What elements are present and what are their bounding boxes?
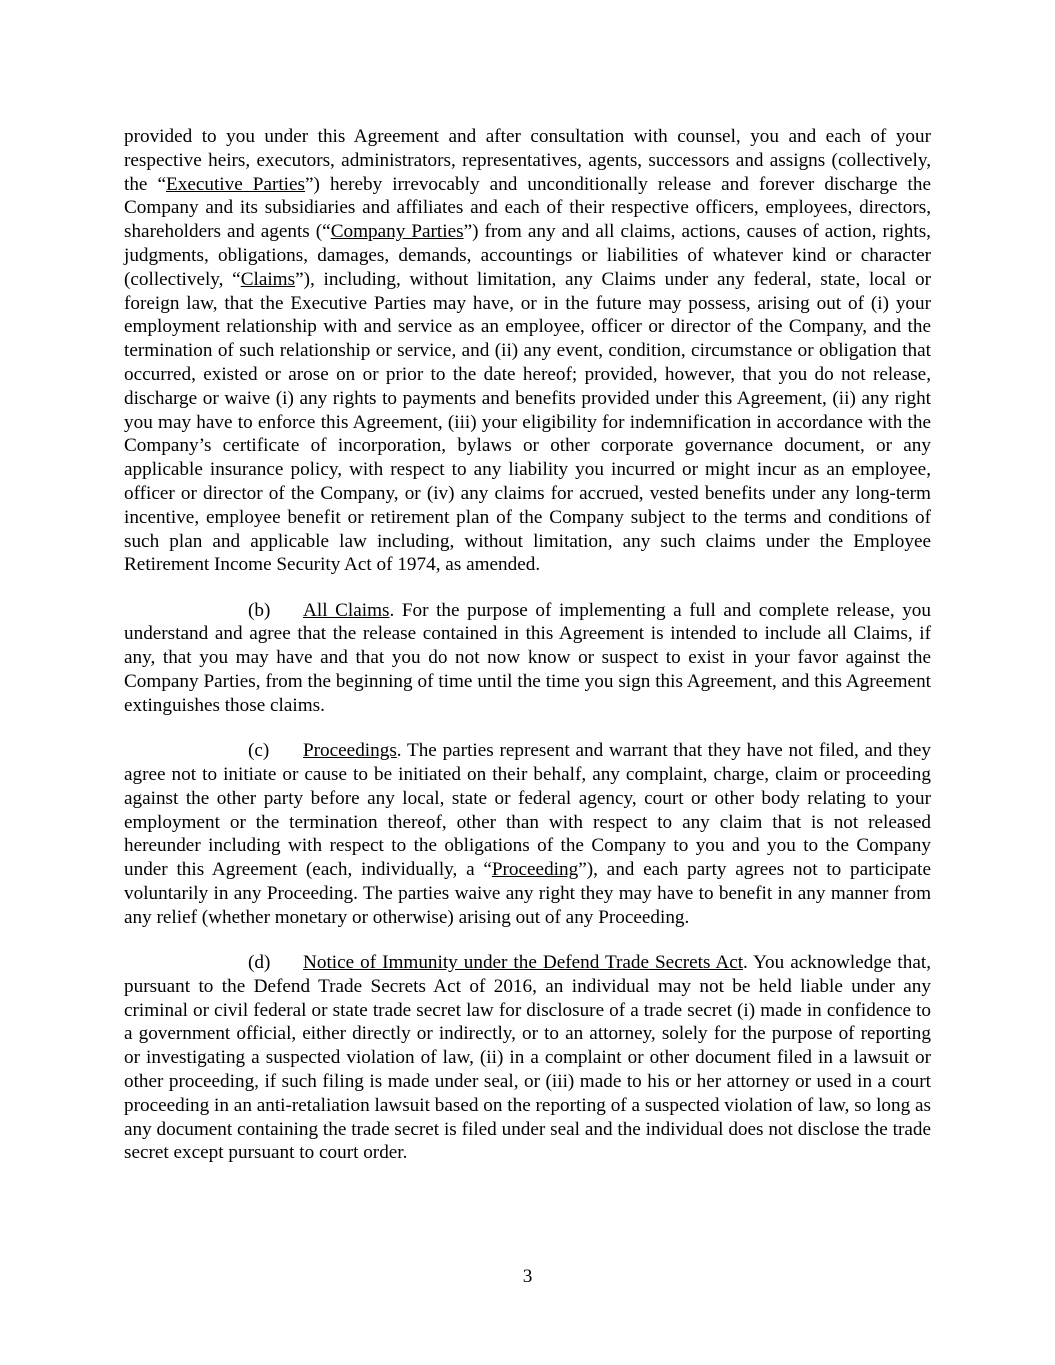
paragraph-marker: (c) <box>248 740 270 762</box>
page-number: 3 <box>522 1266 533 1287</box>
paragraph-text: provided to you under this Agreement and after consultation with counsel, you and each of your respective heirs, executors, administrators, representatives, agents, successors and assigns (collectively, the “ <box>124 126 931 195</box>
paragraph-release <box>124 125 931 577</box>
defined-term-executive-parties: Executive Parties <box>166 173 305 195</box>
paragraph-text: ”) hereby irrevocably and unconditionally release and forever discharge the Company and its subsidiaries and affiliates and each of their respective officers, employees, directors, shareholders and agents (“ <box>124 173 931 243</box>
paragraph-notice-of-immunity <box>124 951 931 1165</box>
section-heading-all-claims: All Claims <box>303 599 390 621</box>
paragraph-marker: (b) <box>248 599 271 621</box>
defined-term-proceeding: Proceeding <box>491 859 579 881</box>
paragraph-text: . You acknowledge that, pursuant to the Defend Trade Secrets Act of 2016, an individual may not be held liable under any criminal or civil federal or state trade secret law for disclosure of a trade secret (i) made in confidence to a government official, either directly or indirectly, or to an attorney, solely for the purpose of reporting or investigating a suspected violation of law, (ii) in a complaint or other document filed in a lawsuit or other proceeding, if such filing is made under seal, or (iii) made to his or her attorney or used in a court proceeding in an anti-retaliation lawsuit based on the reporting of a suspected violation of law, so long as any document containing the trade secret is filed under seal and the individual does not disclose the trade secret except pursuant to court order. <box>124 952 931 1164</box>
paragraph-all-claims <box>124 599 931 718</box>
paragraph-text: ”) from any and all claims, actions, causes of action, rights, judgments, obligations, damages, demands, accountings or liabilities of whatever kind or character (collectively, “ <box>124 221 931 290</box>
paragraph-text: ”), and each party agrees not to participate voluntarily in any Proceeding. The parties waive any right they may have to benefit in any manner from any relief (whether monetary or otherwise) arising out of any Proceeding. <box>124 859 931 928</box>
paragraph-proceedings <box>124 739 931 929</box>
paragraph-text: ”), including, without limitation, any Claims under any federal, state, local or foreign law, that the Executive Parties may have, or in the future may possess, arising out of (i) your employment relationship with and service as an employee, officer or director of the Company, and the termination of such relationship or service, and (ii) any event, condition, circumstance or obligation that occurred, existed or arose on or prior to the date hereof; provided, however, that you do not release, discharge or waive (i) any rights to payments and benefits provided under this Agreement, (ii) any right you may have to enforce this Agreement, (iii) your eligibility for indemnification in accordance with the Company’s certificate of incorporation, bylaws or other corporate governance document, or any applicable insurance policy, with respect to any liability you incurred or might incur as an employee, officer or director of the Company, or (iv) any claims for accrued, vested benefits under any long-term incentive, employee benefit or retirement plan of the Company subject to the terms and conditions of such plan and applicable law including, without limitation, any such claims under the Employee Retirement Income Security Act of 1974, as amended. <box>124 268 931 576</box>
paragraph-text: . For the purpose of implementing a full and complete release, you understand and agree that the release contained in this Agreement is intended to include all Claims, if any, that you may have and that you do not now know or suspect to exist in your favor against the Company Parties, from the beginning of time until the time you sign this Agreement, and this Agreement extinguishes those claims. <box>124 599 931 716</box>
paragraph-text: . The parties represent and warrant that they have not filed, and they agree not to initiate or cause to be initiated on their behalf, any complaint, charge, claim or proceeding against the other party before any local, state or federal agency, court or other body relating to your employment or the termination thereof, other than with respect to any claim that is not released hereunder including with respect to the obligations of the Company to you and you to the Company under this Agreement (each, individually, a “ <box>124 740 931 881</box>
section-heading-proceedings: Proceedings <box>303 740 397 762</box>
document-body <box>124 125 931 1165</box>
defined-term-company-parties: Company Parties <box>330 221 464 243</box>
paragraph-marker: (d) <box>248 952 271 973</box>
section-heading-notice-of-immunity: Notice of Immunity under the Defend Trade Secrets Act <box>303 952 744 973</box>
defined-term-claims: Claims <box>240 268 296 290</box>
